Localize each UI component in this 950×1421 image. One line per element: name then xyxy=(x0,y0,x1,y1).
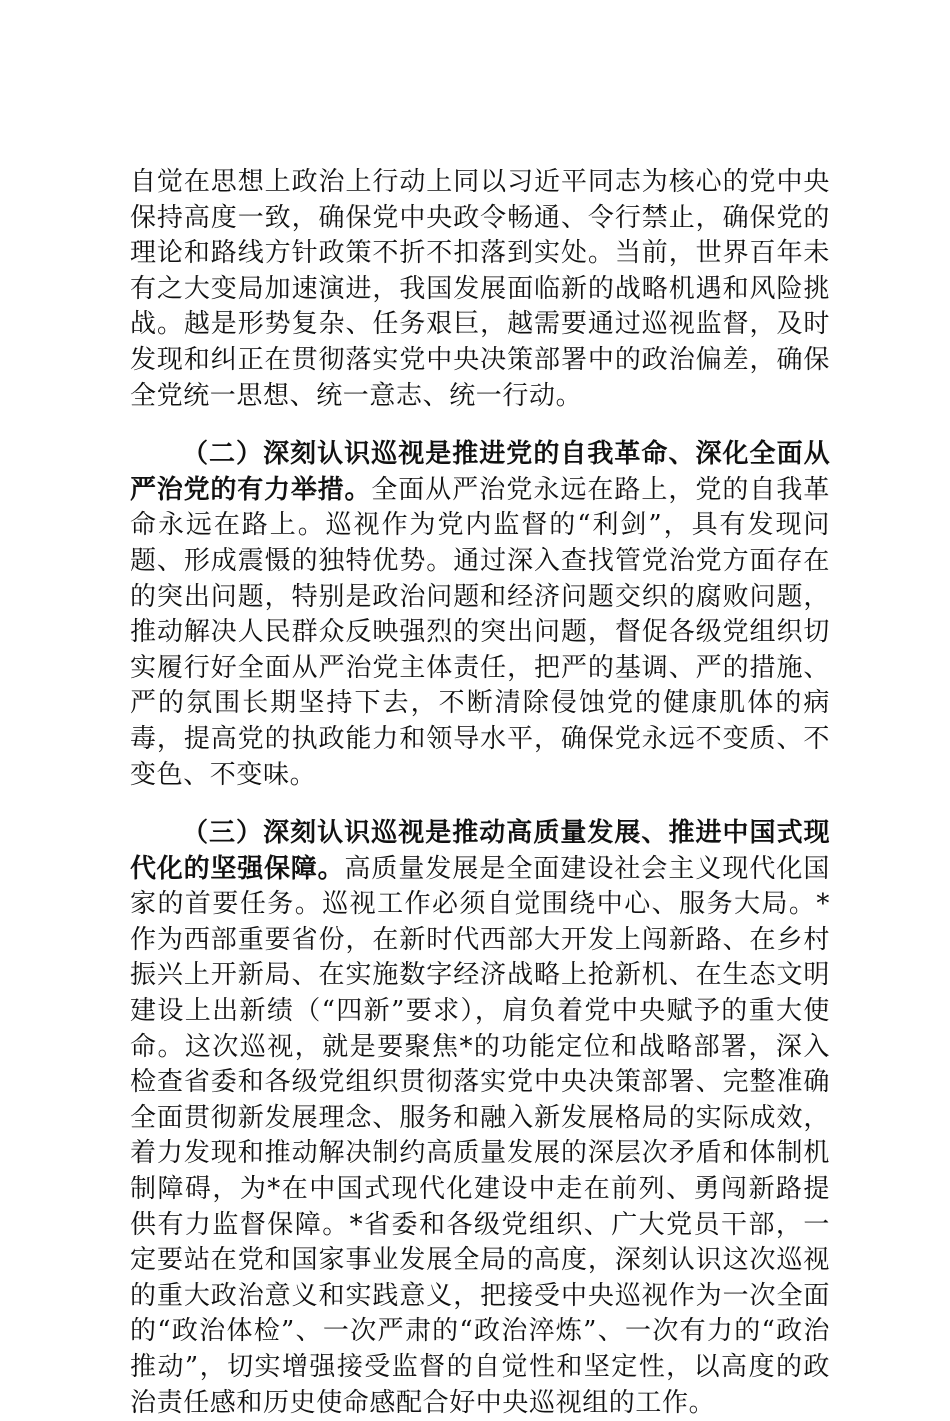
paragraph-continuation xyxy=(130,165,830,414)
section-three-body: 高质量发展是全面建设社会主义现代化国家的首要任务。巡视工作必须自觉围绕中心、服务大局。*作为西部重要省份，在新时代西部大开发上闯新路、在乡村振兴上开新局、在实施数字经济战略上抢新机、在生态文明建设上出新绩（“四新”要求），肩负着党中央赋予的重大使命。这次巡视，就是要聚焦*的功能定位和战略部署，深入检查省委和各级党组织贯彻落实党中央决策部署、完整准确全面贯彻新发展理念、服务和融入新发展格局的实际成效，着力发现和推动解决制约高质量发展的深层次矛盾和体制机制障碍，为*在中国式现代化建设中走在前列、勇闯新路提供有力监督保障。*省委和各级党组织、广大党员干部，一定要站在党和国家事业发展全局的高度，深刻认识这次巡视的重大政治意义和实践意义，把接受中央巡视作为一次全面的“政治体检”、一次严肃的“政治淬炼”、一次有力的“政治推动”，切实增强接受监督的自觉性和坚定性，以高度的政治责任感和历史使命感配合好中央巡视组的工作。 xyxy=(130,853,830,1418)
paragraph-text: 自觉在思想上政治上行动上同以习近平同志为核心的党中央保持高度一致，确保党中央政令畅通、令行禁止，确保党的理论和路线方针政策不折不扣落到实处。当前，世界百年未有之大变局加速演进，我国发展面临新的战略机遇和风险挑战。越是形势复杂、任务艰巨，越需要通过巡视监督，及时发现和纠正在贯彻落实党中央决策部署中的政治偏差，确保全党统一思想、统一意志、统一行动。 xyxy=(130,167,830,411)
paragraph-section-two xyxy=(130,437,830,793)
section-three-heading: （三）深刻认识巡视是推动高质量发展、推进中国式现代化的坚强保障。 xyxy=(130,818,830,884)
document-body xyxy=(130,165,830,1421)
paragraph-section-three xyxy=(130,816,830,1421)
section-two-body: 全面从严治党永远在路上，党的自我革命永远在路上。巡视作为党内监督的“利剑”，具有发现问题、形成震慑的独特优势。通过深入查找管党治党方面存在的突出问题，特别是政治问题和经济问题交织的腐败问题，推动解决人民群众反映强烈的突出问题，督促各级党组织切实履行好全面从严治党主体责任，把严的基调、严的措施、严的氛围长期坚持下去，不断清除侵蚀党的健康肌体的病毒，提高党的执政能力和领导水平，确保党永远不变质、不变色、不变味。 xyxy=(130,474,831,790)
section-two-heading: （二）深刻认识巡视是推进党的自我革命、深化全面从严治党的有力举措。 xyxy=(130,439,830,505)
